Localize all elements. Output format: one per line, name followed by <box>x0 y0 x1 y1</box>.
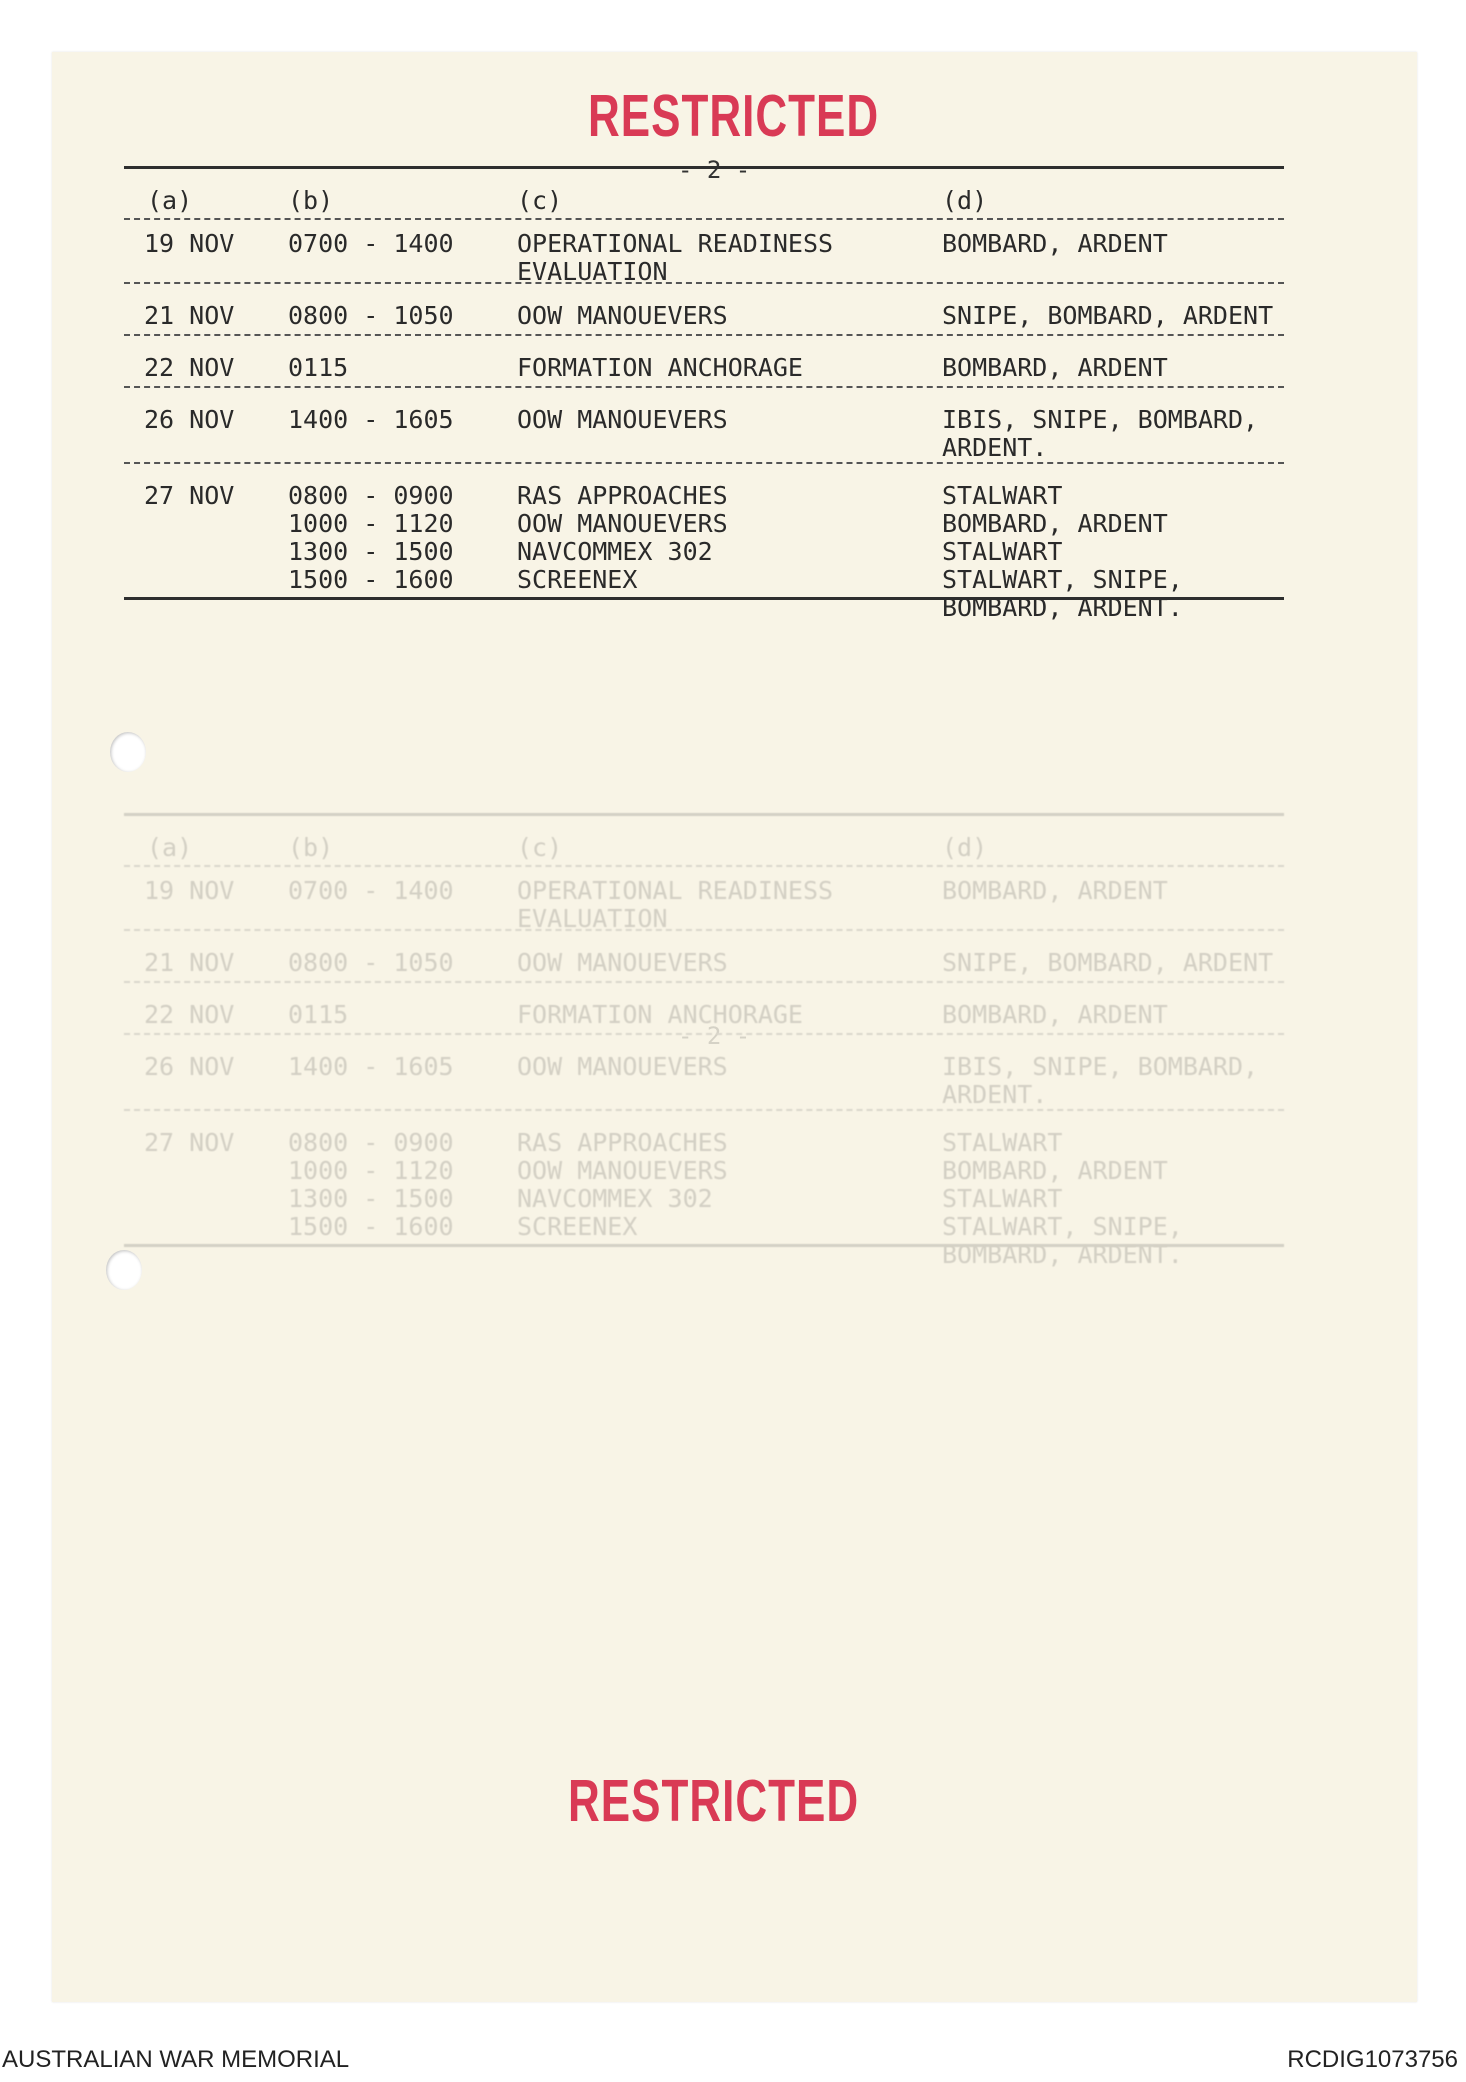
ghost-row-time: 0115 <box>288 1000 349 1029</box>
footer-right: RCDIG1073756 <box>1287 2046 1458 2073</box>
restricted-stamp-bottom: RESTRICTED <box>568 1768 860 1835</box>
ghost-row-ships: BOMBARD, ARDENT <box>942 876 1168 905</box>
ghost-row-activity: OOW MANOUEVERS <box>517 948 728 977</box>
row-date: 27 NOV <box>144 481 235 510</box>
restricted-stamp-top: RESTRICTED <box>588 83 880 150</box>
row-time: 0800 - 1050 <box>288 301 454 330</box>
row-time: 0700 - 1400 <box>288 229 454 258</box>
ghost-row-date: 27 NOV <box>144 1128 235 1157</box>
ghost-row-date: 21 NOV <box>144 948 235 977</box>
row-date: 19 NOV <box>144 229 235 258</box>
table-rule <box>124 462 1284 464</box>
row-time: 1000 - 1120 <box>288 509 454 538</box>
column-header: (a) <box>147 186 193 215</box>
ghost-row-time: 1300 - 1500 <box>288 1184 454 1213</box>
row-ships: ARDENT. <box>942 433 1048 462</box>
row-activity: OOW MANOUEVERS <box>517 301 728 330</box>
column-header: (c) <box>517 186 563 215</box>
ghost-row-activity: EVALUATION <box>517 904 668 933</box>
ghost-row-activity: RAS APPROACHES <box>517 1128 728 1157</box>
row-activity: EVALUATION <box>517 257 668 286</box>
ghost-row-date: 19 NOV <box>144 876 235 905</box>
row-activity: OOW MANOUEVERS <box>517 509 728 538</box>
row-ships: BOMBARD, ARDENT <box>942 509 1168 538</box>
row-ships: STALWART <box>942 481 1063 510</box>
row-ships: SNIPE, BOMBARD, ARDENT <box>942 301 1274 330</box>
ghost-row-ships: BOMBARD, ARDENT <box>942 1156 1168 1185</box>
row-time: 0115 <box>288 353 349 382</box>
row-activity: FORMATION ANCHORAGE <box>517 353 803 382</box>
table-rule <box>124 386 1284 388</box>
row-ships: BOMBARD, ARDENT <box>942 353 1168 382</box>
ghost-table-rule <box>124 813 1284 816</box>
document-page <box>52 52 1417 2002</box>
table-rule <box>124 218 1284 220</box>
ghost-row-ships: ARDENT. <box>942 1080 1048 1109</box>
punch-hole-top <box>110 732 146 772</box>
table-rule <box>124 334 1284 336</box>
ghost-row-activity: OOW MANOUEVERS <box>517 1052 728 1081</box>
row-activity: SCREENEX <box>517 565 638 594</box>
ghost-row-time: 0800 - 1050 <box>288 948 454 977</box>
row-ships: BOMBARD, ARDENT. <box>942 593 1183 622</box>
table-rule <box>124 597 1284 600</box>
ghost-row-ships: STALWART, SNIPE, <box>942 1212 1183 1241</box>
row-ships: STALWART <box>942 537 1063 566</box>
ghost-page-number: - 2 - <box>678 1022 751 1050</box>
column-header: (d) <box>942 186 988 215</box>
row-ships: BOMBARD, ARDENT <box>942 229 1168 258</box>
row-time: 1300 - 1500 <box>288 537 454 566</box>
row-activity: NAVCOMMEX 302 <box>517 537 713 566</box>
row-activity: RAS APPROACHES <box>517 481 728 510</box>
ghost-row-activity: OPERATIONAL READINESS <box>517 876 834 905</box>
row-ships: STALWART, SNIPE, <box>942 565 1183 594</box>
ghost-row-time: 1500 - 1600 <box>288 1212 454 1241</box>
ghost-row-date: 22 NOV <box>144 1000 235 1029</box>
table-rule <box>124 166 1284 169</box>
ghost-table-rule <box>124 1033 1284 1035</box>
row-time: 1400 - 1605 <box>288 405 454 434</box>
ghost-row-date: 26 NOV <box>144 1052 235 1081</box>
page-number: - 2 - <box>678 156 751 184</box>
ghost-row-time: 0800 - 0900 <box>288 1128 454 1157</box>
ghost-row-time: 1000 - 1120 <box>288 1156 454 1185</box>
ghost-column-header: (c) <box>517 833 563 862</box>
ghost-table-rule <box>124 865 1284 867</box>
ghost-row-activity: OOW MANOUEVERS <box>517 1156 728 1185</box>
ghost-column-header: (d) <box>942 833 988 862</box>
ghost-table-rule <box>124 929 1284 931</box>
footer-left: AUSTRALIAN WAR MEMORIAL <box>2 2046 350 2073</box>
row-time: 0800 - 0900 <box>288 481 454 510</box>
ghost-row-ships: STALWART <box>942 1128 1063 1157</box>
column-header: (b) <box>288 186 334 215</box>
ghost-row-activity: FORMATION ANCHORAGE <box>517 1000 803 1029</box>
row-date: 21 NOV <box>144 301 235 330</box>
row-date: 26 NOV <box>144 405 235 434</box>
ghost-column-header: (a) <box>147 833 193 862</box>
ghost-table-rule <box>124 981 1284 983</box>
row-time: 1500 - 1600 <box>288 565 454 594</box>
ghost-row-ships: SNIPE, BOMBARD, ARDENT <box>942 948 1274 977</box>
ghost-row-activity: NAVCOMMEX 302 <box>517 1184 713 1213</box>
ghost-row-activity: SCREENEX <box>517 1212 638 1241</box>
row-date: 22 NOV <box>144 353 235 382</box>
ghost-table-rule <box>124 1244 1284 1247</box>
table-rule <box>124 282 1284 284</box>
ghost-column-header: (b) <box>288 833 334 862</box>
ghost-row-ships: BOMBARD, ARDENT <box>942 1000 1168 1029</box>
ghost-row-ships: STALWART <box>942 1184 1063 1213</box>
row-activity: OPERATIONAL READINESS <box>517 229 834 258</box>
ghost-table-rule <box>124 1109 1284 1111</box>
row-activity: OOW MANOUEVERS <box>517 405 728 434</box>
ghost-row-ships: BOMBARD, ARDENT. <box>942 1240 1183 1269</box>
ghost-row-time: 1400 - 1605 <box>288 1052 454 1081</box>
row-ships: IBIS, SNIPE, BOMBARD, <box>942 405 1259 434</box>
ghost-row-ships: IBIS, SNIPE, BOMBARD, <box>942 1052 1259 1081</box>
punch-hole-bottom <box>106 1250 142 1290</box>
ghost-row-time: 0700 - 1400 <box>288 876 454 905</box>
